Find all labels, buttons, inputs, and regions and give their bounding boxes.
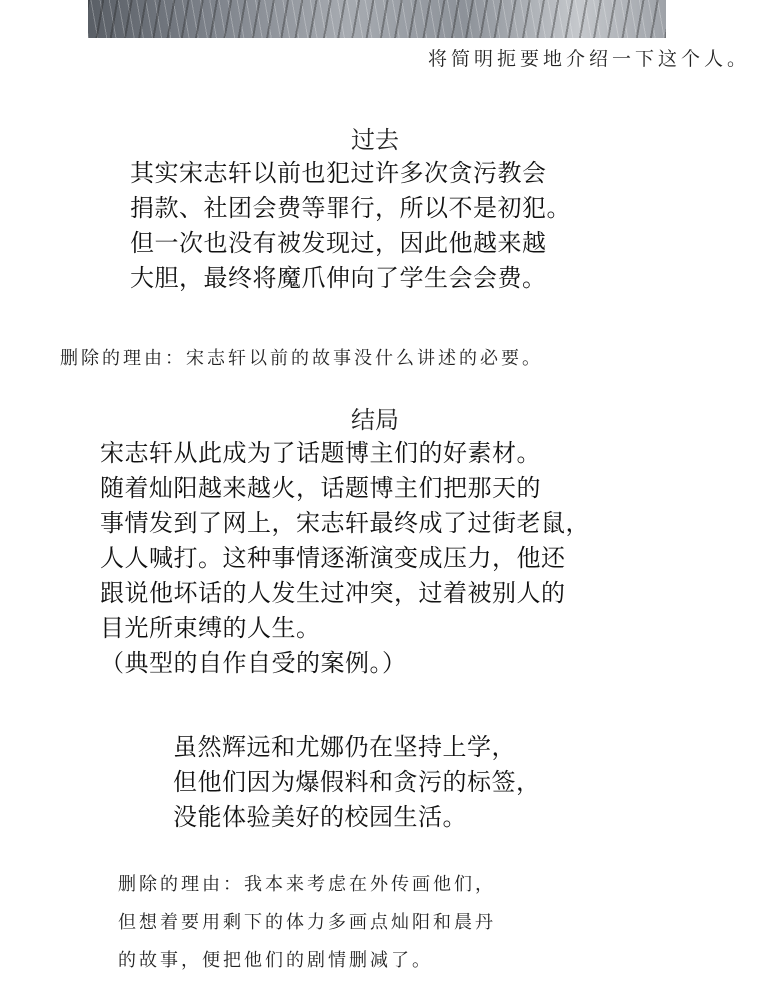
intro-note: 将简明扼要地介绍一下这个人。: [427, 48, 750, 70]
deletion-reason-note-2: [118, 866, 496, 980]
aftermath-paragraph: [173, 730, 541, 835]
note2-line: 删除的理由：我本来考虑在外传画他们，: [118, 874, 496, 895]
ending-line: 目光所束缚的人生。: [100, 614, 321, 642]
ending-line: 人人喊打。这种事情逐渐演变成压力，他还: [100, 544, 566, 572]
ending-line: 跟说他坏话的人发生过冲突，过着被别人的: [100, 579, 566, 607]
past-line: 但一次也没有被发现过，因此他越来越: [130, 229, 547, 257]
note2-line: 的故事，便把他们的剧情删减了。: [118, 950, 433, 971]
aftermath-line: 没能体验美好的校园生活。: [173, 803, 467, 831]
ending-line: 随着灿阳越来越火，话题博主们把那天的: [100, 474, 541, 502]
ending-line: 宋志轩从此成为了话题博主们的好素材。: [100, 439, 541, 467]
deletion-reason-note-1: 删除的理由：宋志轩以前的故事没什么讲述的必要。: [60, 348, 543, 369]
top-illustration-strip: [88, 0, 666, 38]
past-paragraph: [130, 156, 571, 296]
aftermath-line: 虽然辉远和尤娜仍在坚持上学，: [173, 733, 516, 761]
ending-line: （典型的自作自受的案例。）: [100, 649, 407, 677]
past-heading: 过去: [351, 126, 399, 154]
aftermath-line: 但他们因为爆假料和贪污的标签，: [173, 768, 541, 796]
past-line: 其实宋志轩以前也犯过许多次贪污教会: [130, 159, 547, 187]
past-line: 捐款、社团会费等罪行，所以不是初犯。: [130, 194, 571, 222]
ending-heading: 结局: [351, 406, 399, 434]
past-line: 大胆，最终将魔爪伸向了学生会会费。: [130, 264, 547, 292]
ending-paragraph: [100, 436, 590, 681]
ending-line: 事情发到了网上，宋志轩最终成了过街老鼠，: [100, 509, 590, 537]
note2-line: 但想着要用剩下的体力多画点灿阳和晨丹: [118, 912, 496, 933]
